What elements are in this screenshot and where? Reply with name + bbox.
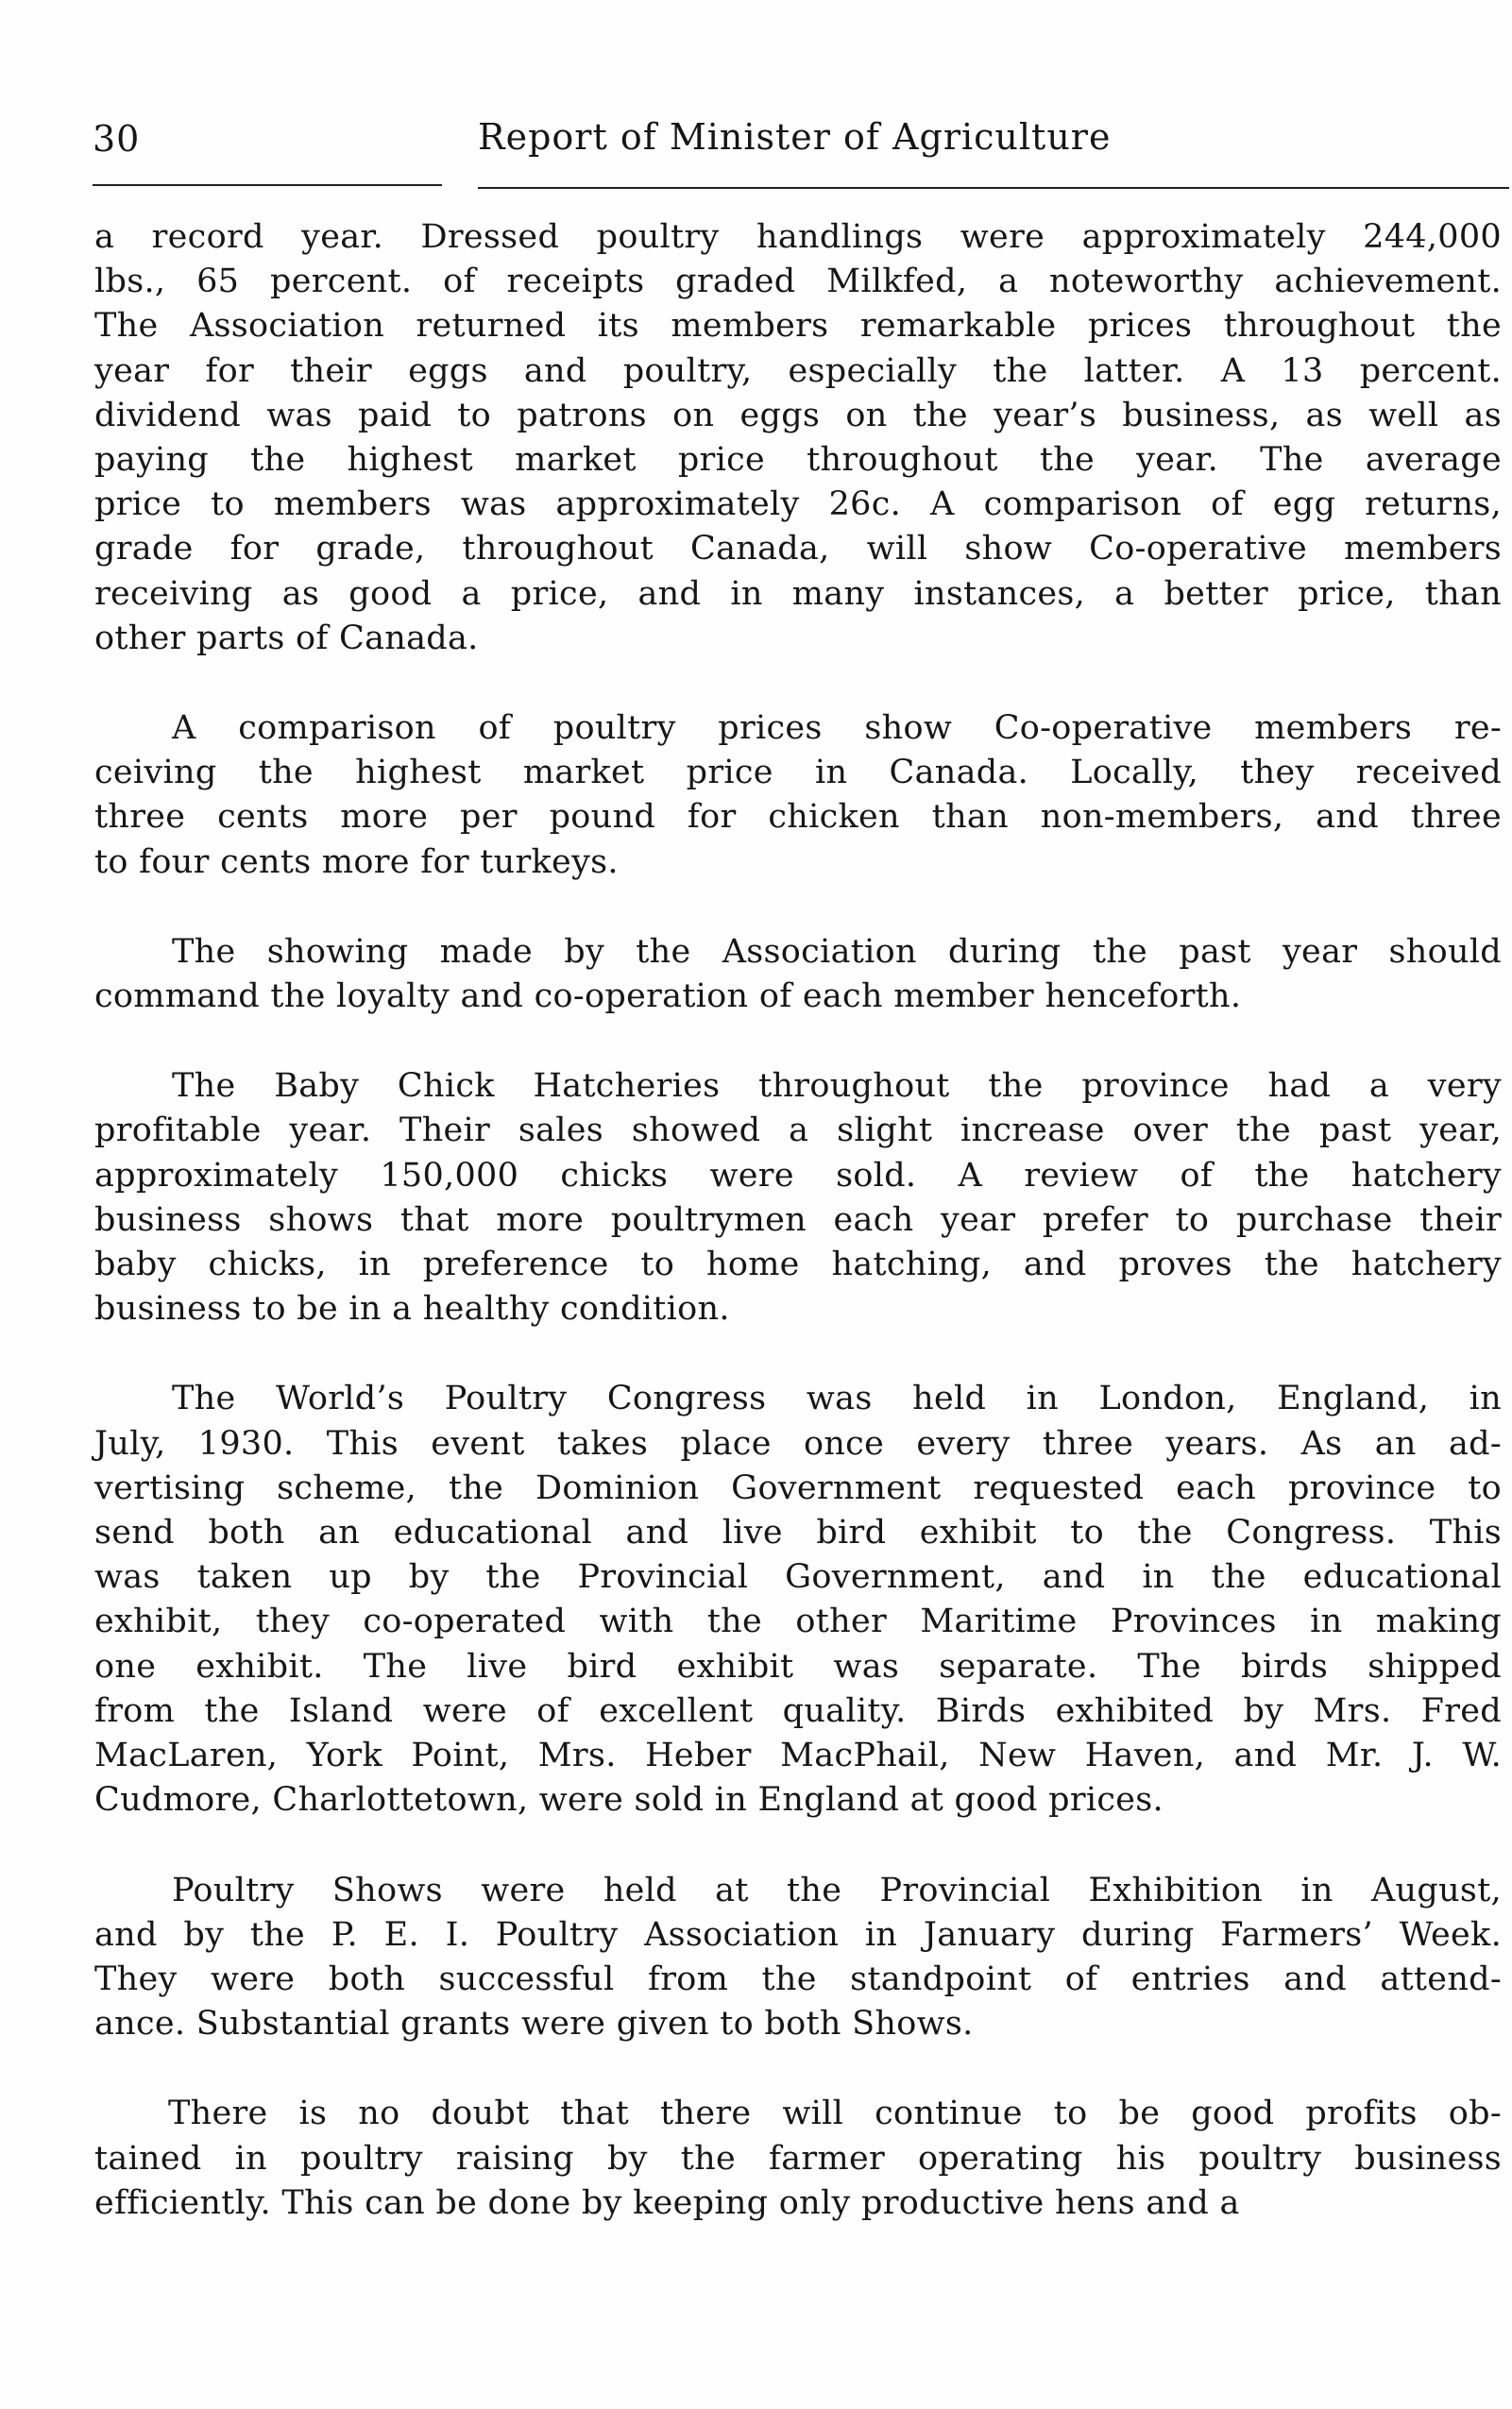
page-number: 30 <box>93 118 141 160</box>
text-line: three cents more per pound for chicken than non-members, and three <box>94 798 1502 837</box>
text-line: to four cents more for turkeys. <box>94 842 619 881</box>
header-rule-right <box>478 187 1509 189</box>
text-line: efficiently. This can be done by keeping only productive hens and a <box>94 2183 1240 2222</box>
text-line: other parts of Canada. <box>94 619 479 657</box>
text-line: paying the highest market price throughout the year. The average <box>94 441 1502 480</box>
text-line: receiving as good a price, and in many instances, a better price, than <box>94 574 1502 613</box>
text-line: The World’s Poultry Congress was held in London, England, in <box>172 1380 1502 1418</box>
text-line: command the loyalty and co-operation of each member henceforth. <box>94 977 1242 1016</box>
paragraph <box>94 1377 1502 1823</box>
text-line: grade for grade, throughout Canada, will show Co-operative members <box>94 530 1502 568</box>
text-line: profitable year. Their sales showed a slight increase over the past year, <box>94 1111 1502 1150</box>
text-line: ance. Substantial grants were given to both Shows. <box>94 2005 974 2044</box>
text-line: The showing made by the Association during the past year should <box>172 932 1502 971</box>
text-line: price to members was approximately 26c. A comparison of egg returns, <box>94 485 1502 524</box>
page-header <box>93 115 1509 191</box>
paragraph <box>94 930 1502 1019</box>
text-line: tained in poultry raising by the farmer operating his poultry business <box>94 2139 1502 2178</box>
text-line: business shows that more poultrymen each year prefer to purchase their <box>94 1200 1502 1239</box>
text-line: lbs., 65 percent. of receipts graded Milkfed, a noteworthy achievement. <box>94 263 1502 301</box>
running-title: Report of Minister of Agriculture <box>478 116 1112 158</box>
text-line: The Association returned its members remarkable prices throughout the <box>94 307 1502 346</box>
text-line: from the Island were of excellent quality. Birds exhibited by Mrs. Fred <box>94 1691 1502 1730</box>
text-line: one exhibit. The live bird exhibit was separate. The birds shipped <box>94 1647 1502 1686</box>
paragraph <box>94 1869 1502 2047</box>
text-line: Cudmore, Charlottetown, were sold in England at good prices. <box>94 1781 1164 1820</box>
text-line: MacLaren, York Point, Mrs. Heber MacPhail, New Haven, and Mr. J. W. <box>94 1737 1502 1775</box>
text-line: vertising scheme, the Dominion Government requested each province to <box>94 1468 1502 1507</box>
text-line: business to be in a healthy condition. <box>94 1290 730 1329</box>
paragraph <box>94 1064 1502 1332</box>
text-line: send both an educational and live bird exhibit to the Congress. This <box>94 1514 1502 1552</box>
header-rule-left <box>93 184 442 186</box>
text-line: ceiving the highest market price in Canada. Locally, they received <box>94 754 1502 792</box>
text-line: They were both successful from the standpoint of entries and attend- <box>94 1959 1502 1998</box>
text-line: Poultry Shows were held at the Provincial Exhibition in August, <box>172 1871 1502 1909</box>
text-line: There is no doubt that there will continue to be good profits ob- <box>168 2095 1502 2133</box>
body-text <box>94 215 1502 2271</box>
text-line: year for their eggs and poultry, especially the latter. A 13 percent. <box>94 351 1502 390</box>
text-line: exhibit, they co-operated with the other Maritime Provinces in making <box>94 1603 1502 1641</box>
paragraph <box>94 706 1502 885</box>
paragraph <box>94 2092 1502 2226</box>
text-line: and by the P. E. I. Poultry Association in January during Farmers’ Week. <box>94 1915 1502 1954</box>
text-line: The Baby Chick Hatcheries throughout the province had a very <box>172 1067 1502 1106</box>
paragraph <box>94 215 1502 661</box>
text-line: A comparison of poultry prices show Co-operative members re- <box>172 709 1502 748</box>
text-line: approximately 150,000 chicks were sold. A review of the hatchery <box>94 1156 1502 1195</box>
text-line: July, 1930. This event takes place once every three years. As an ad- <box>94 1424 1502 1463</box>
text-line: a record year. Dressed poultry handlings were approximately 244,000 <box>94 218 1502 256</box>
text-line: was taken up by the Provincial Government, and in the educational <box>94 1558 1502 1597</box>
text-line: dividend was paid to patrons on eggs on the year’s business, as well as <box>94 396 1502 434</box>
text-line: baby chicks, in preference to home hatching, and proves the hatchery <box>94 1246 1502 1284</box>
